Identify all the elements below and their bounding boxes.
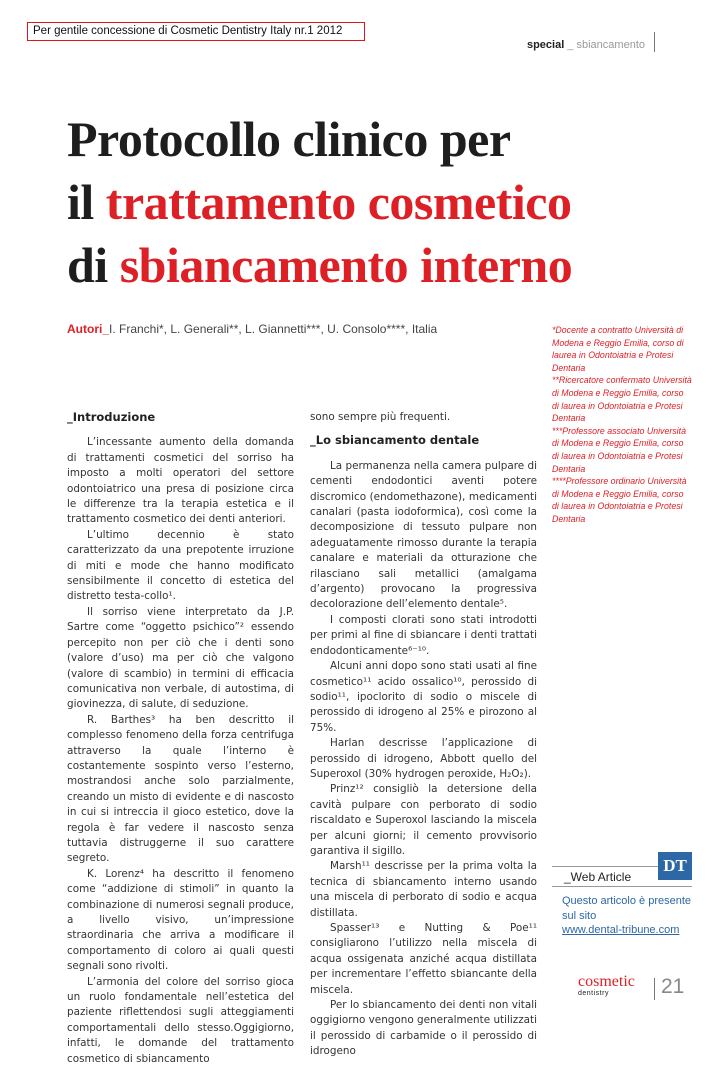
footer-divider <box>654 978 655 1000</box>
paragraph: R. Barthes³ ha ben descritto il complesso fenomeno della forza centrifuga attraverso la quale l’interno è costantemente sospinto verso l’esterno, mostrandosi anche solo parzialmente, creando un misto di evidente e di nascosto in cui si intreccia il gioco estetico, dove la regola è far vedere il nascosto senza tuttavia distruggerne il suo carattere segreto. <box>67 713 294 865</box>
section-topic: sbiancamento <box>576 39 645 51</box>
intro-heading: _Introduzione <box>67 410 156 424</box>
column-left <box>67 410 294 1067</box>
section-separator: _ <box>564 39 577 51</box>
web-article-text: Questo articolo è presente sul sito <box>562 895 692 922</box>
affiliation-1: *Docente a contratto Università di Modena e Reggio Emilia, corso di laurea in Odontoiatria e Protesi Dentaria <box>552 325 684 373</box>
paragraph: Marsh¹¹ descrisse per la prima volta la tecnica di sbiancamento interno usando una miscela di perborato di sodio e acqua distillata. <box>310 860 537 919</box>
paragraph-continuation: sono sempre più frequenti. <box>310 411 451 423</box>
footer-brand-sub: dentistry <box>578 990 609 997</box>
paragraph: L’incessante aumento della domanda di trattamenti cosmetici del sorriso ha imposto a molti operatori del settore odontoiatrico una presa di posizione circa le differenze tra la terapia estetica e il trattamento cosmetico dei denti anteriori. <box>67 436 294 526</box>
paragraph: Spasser¹³ e Nutting & Poe¹¹ consigliarono l’utilizzo nella miscela di acqua ossigenata anziché acqua distillata per incrementare l’effetto sbiancante della miscela. <box>310 922 537 996</box>
dental-tribune-logo-icon: DT <box>658 852 692 880</box>
authors-names: I. Franchi*, L. Generali**, L. Giannetti***, U. Consolo****, Italia <box>109 322 438 336</box>
whitening-heading: _Lo sbiancamento dentale <box>310 433 480 448</box>
paragraph: Harlan descrisse l’applicazione di perossido di idrogeno, Abbott quello del Superoxol (30% hydrogen peroxide, H₂O₂). <box>310 737 537 780</box>
web-article-body <box>562 894 692 938</box>
title-line-2-highlight: trattamento cosmetico <box>105 174 572 230</box>
courtesy-note: Per gentile concessione di Cosmetic Dentistry Italy nr.1 2012 <box>27 22 365 41</box>
paragraph: Alcuni anni dopo sono stati usati al fine cosmetico¹¹ acido ossalico¹⁰, perossido di sodio¹¹, ipoclorito di sodio o miscele di perossido di idrogeno al 25% e pirozono al 75%. <box>310 660 537 734</box>
authors-label: Autori_ <box>67 322 109 336</box>
affiliation-3: ***Professore associato Università di Modena e Reggio Emilia, corso di laurea in Odontoiatria e Protesi Dentaria <box>552 425 686 474</box>
paragraph: Prinz¹² consigliò la detersione della cavità pulpare con perborato di sodio riscaldato e Superoxol lasciando la miscela per alcuni giorni; il cemento provvisorio garantiva il sigillo. <box>310 783 537 857</box>
section-tag <box>527 39 645 51</box>
article-title <box>67 108 687 297</box>
column-middle <box>310 410 537 1060</box>
paragraph: Il sorriso viene interpretato da J.P. Sartre come “oggetto psichico”² essendo percepito non per ciò che i denti sono (valore d’uso) ma per ciò che valgono (valore di scambio) in termini di efficacia comunicativa non verbale, di autostima, di giovinezza, di salute, di seduzione. <box>67 605 294 711</box>
title-line-1: Protocollo clinico per <box>67 111 511 167</box>
paragraph: I composti clorati sono stati introdotti per primi al fine di sbiancare i denti trattati endodonticamente⁶⁻¹⁰. <box>310 613 537 657</box>
affiliation-2: **Ricercatore confermato Università di Modena e Reggio Emilia, corso di laurea in Odontoiatria e Protesi Dentaria <box>552 375 692 424</box>
footer-brand-logo <box>578 975 648 998</box>
paragraph: L’ultimo decennio è stato caratterizzato da una prepotente irruzione di miti e mode che hanno modificato sensibilmente il concetto di estetica del distretto testa-collo¹. <box>67 528 294 603</box>
dental-tribune-link[interactable]: www.dental-tribune.com <box>562 924 680 936</box>
paragraph: Per lo sbiancamento dei denti non vitali oggigiorno vengono generalmente utilizzati il perossido di carbamide o il perossido di idrogeno <box>310 999 537 1058</box>
section-label: special <box>526 39 565 51</box>
page-number: 21 <box>661 975 685 998</box>
paragraph: La permanenza nella camera pulpare di cementi endodontici aventi potere discromico (endomethazone), medicamenti canalari (pasta iodoformica), così come la decomposizione di tessuto pulpare non adeguatamente rimosso durante la terapia canalare e materiali da otturazione che rilasciano sali metallici (amalgama d’argento) provocano la progressiva decolorazione dell’elemento dentale⁵. <box>310 459 537 611</box>
paragraph: L’armonia del colore del sorriso gioca un ruolo fondamentale nell’estetica del paziente riflettendosi sugli atteggiamenti comportamentali dello stesso.Oggigiorno, infatti, le domande del trattamento cosmetico di sbiancamento <box>67 975 294 1065</box>
title-line-2-plain: il <box>67 174 106 230</box>
title-line-3-plain: di <box>67 237 120 293</box>
title-line-3-highlight: sbiancamento interno <box>119 237 573 293</box>
authors-line <box>67 322 437 336</box>
paragraph: K. Lorenz⁴ ha descritto il fenomeno come “addizione di stimoli” in quanto la combinazione di numerosi segnali produce, a livello visivo, un’impressione straordinaria che arriva a modificare il comportamento di coloro ai quali questi segnali sono rivolti. <box>67 867 294 973</box>
web-article-box <box>552 856 692 946</box>
affiliations <box>552 324 692 526</box>
footer-brand-name: cosmetic <box>578 973 635 990</box>
header-divider <box>654 32 655 52</box>
affiliation-4: ****Professore ordinario Università di Modena e Reggio Emilia, corso di laurea in Odontoiatria e Protesi Dentaria <box>552 476 687 524</box>
web-article-title: _Web Article <box>552 866 692 887</box>
